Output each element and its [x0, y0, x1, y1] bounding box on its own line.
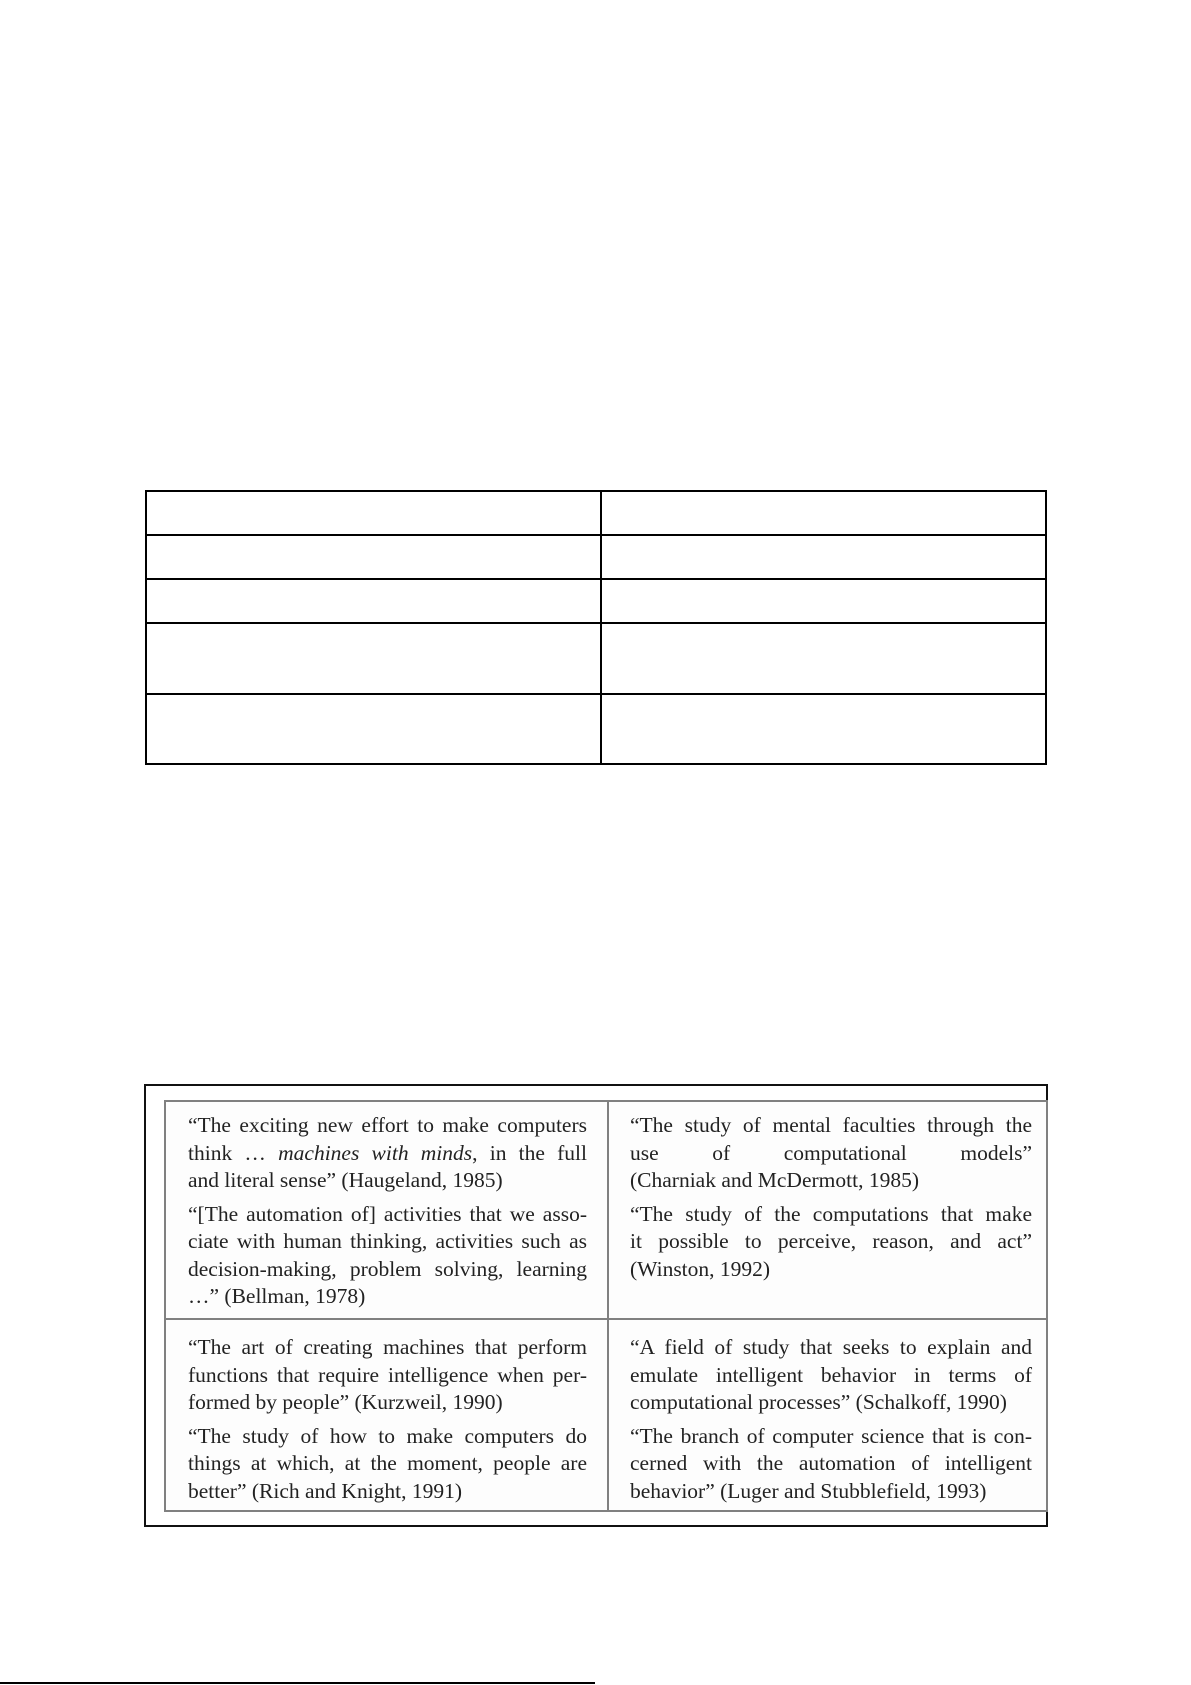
ai-definitions-figure	[144, 1084, 1048, 1527]
quote-line	[188, 1112, 587, 1140]
quote-text: “The study of how to make computers do	[188, 1423, 587, 1448]
quote-line	[630, 1423, 1032, 1451]
quote-line	[188, 1256, 587, 1284]
definition-quote	[630, 1112, 1032, 1195]
quote-line	[188, 1334, 587, 1362]
quote-line	[630, 1389, 1032, 1417]
table-cell	[146, 491, 601, 535]
quote-text: emulate intelligent behavior in terms of	[630, 1362, 1032, 1387]
quote-text: …” (Bellman, 1978)	[188, 1284, 366, 1308]
definition-quote	[188, 1423, 587, 1506]
quote-line	[630, 1201, 1032, 1229]
definition-quote	[630, 1334, 1032, 1417]
definition-quote	[188, 1334, 587, 1417]
table-cell	[601, 491, 1046, 535]
quote-text: cerned with the automation of intelligent	[630, 1451, 1032, 1475]
quote-text: “A field of study that seeks to explain and	[630, 1335, 1032, 1359]
definition-quote	[630, 1423, 1032, 1506]
row-divider	[166, 1318, 1046, 1320]
definition-quote	[630, 1201, 1032, 1284]
quote-line	[630, 1140, 1032, 1168]
table-cell	[146, 535, 601, 579]
quote-text: formed by people” (Kurzweil, 1990)	[188, 1390, 503, 1414]
quote-line	[188, 1283, 587, 1311]
table-cell	[601, 535, 1046, 579]
quote-text: , in the full	[472, 1140, 587, 1165]
cell-bottom-left	[188, 1334, 587, 1511]
table-row	[146, 579, 1046, 623]
quote-line	[630, 1112, 1032, 1140]
footer-rule	[0, 1682, 595, 1684]
quote-line	[630, 1228, 1032, 1256]
quote-line	[188, 1140, 587, 1168]
quote-line	[630, 1256, 1032, 1284]
definition-quote	[188, 1112, 587, 1195]
cell-top-left	[188, 1112, 587, 1317]
quote-text: and literal sense” (Haugeland, 1985)	[188, 1168, 503, 1192]
table-cell	[146, 623, 601, 694]
quote-text: things at which, at the moment, people are	[188, 1451, 587, 1475]
quote-text: behavior” (Luger and Stubblefield, 1993)	[630, 1478, 987, 1503]
table-cell	[601, 623, 1046, 694]
column-divider	[607, 1102, 609, 1510]
table-row	[146, 694, 1046, 764]
table-cell	[601, 694, 1046, 764]
cell-bottom-right	[630, 1334, 1032, 1511]
definition-quote	[188, 1201, 587, 1311]
quote-text: it possible to perceive, reason, and act”	[630, 1229, 1032, 1253]
quote-text: (Charniak and McDermott, 1985)	[630, 1168, 919, 1192]
table-row	[146, 491, 1046, 535]
quote-text: better” (Rich and Knight, 1991)	[188, 1478, 463, 1503]
quote-line	[188, 1228, 587, 1256]
table-cell	[601, 579, 1046, 623]
quote-line	[630, 1334, 1032, 1362]
quote-text: “The art of creating machines that perform	[188, 1335, 587, 1359]
quote-text: (Winston, 1992)	[630, 1256, 771, 1281]
quote-line	[630, 1362, 1032, 1390]
quote-text: “The study of the computations that make	[630, 1201, 1032, 1226]
quote-text: decision-making, problem solving, learning	[188, 1256, 587, 1281]
quote-line	[630, 1167, 1032, 1195]
quote-line	[188, 1362, 587, 1390]
quote-text: computational processes” (Schalkoff, 1990)	[630, 1390, 1007, 1414]
quote-line	[188, 1423, 587, 1451]
table-row	[146, 535, 1046, 579]
quote-text: use of computational models”	[630, 1140, 1032, 1165]
table-row	[146, 623, 1046, 694]
table-cell	[146, 579, 601, 623]
emphasis-text: machines with minds	[278, 1140, 473, 1165]
quote-line	[188, 1167, 587, 1195]
quote-line	[630, 1478, 1032, 1506]
quote-line	[188, 1450, 587, 1478]
quote-text: think …	[188, 1140, 279, 1165]
quote-text: “The branch of computer science that is con-	[630, 1423, 1032, 1448]
cell-top-right	[630, 1112, 1032, 1289]
quote-line	[188, 1389, 587, 1417]
quote-line	[630, 1450, 1032, 1478]
quote-text: “The exciting new effort to make computers	[188, 1113, 587, 1137]
quote-text: “The study of mental faculties through the	[630, 1113, 1032, 1137]
quote-text: functions that require intelligence when per-	[188, 1362, 587, 1387]
quote-text: ciate with human thinking, activities such as	[188, 1229, 587, 1253]
definitions-grid	[164, 1100, 1048, 1512]
table-cell	[146, 694, 601, 764]
quote-line	[188, 1478, 587, 1506]
quote-text: “[The automation of] activities that we asso-	[188, 1201, 587, 1226]
empty-table	[145, 490, 1047, 765]
quote-line	[188, 1201, 587, 1229]
